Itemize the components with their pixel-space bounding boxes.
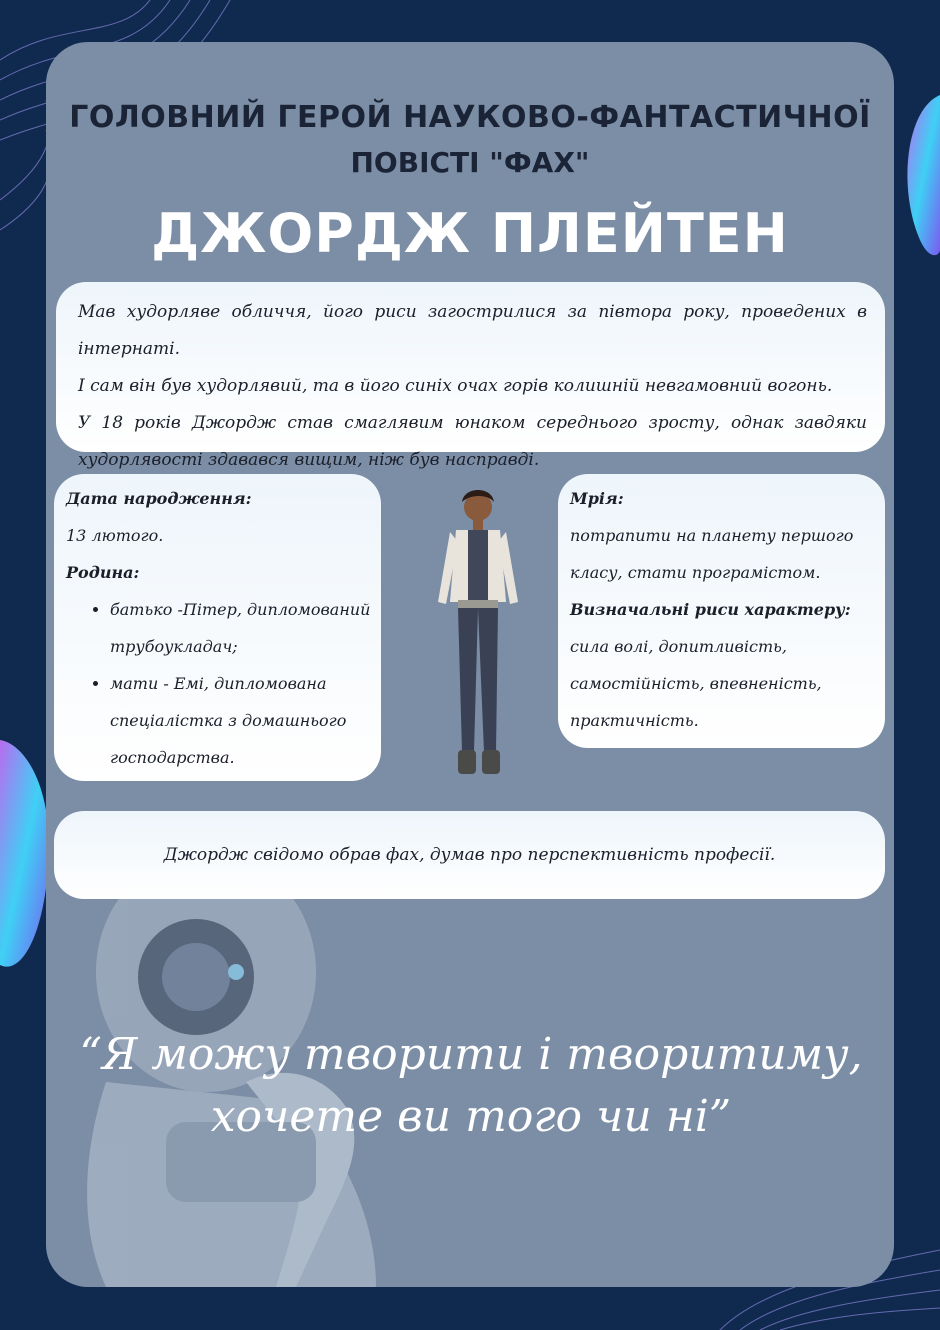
description-line2: І сам він був худорлявий, та в його синіх очах горів колишній невгамовний вогонь.	[78, 376, 833, 396]
dream-label: Мрія:	[570, 489, 624, 508]
description-line1: Мав худорляве обличчя, його риси загострилися за півтора року, проведених в інтернаті.	[78, 302, 867, 359]
description-box	[56, 282, 885, 470]
traits-label: Визначальні риси характеру:	[570, 600, 851, 619]
family-item: • батько -Пітер, дипломований трубоукладач;	[110, 591, 375, 665]
hero-quote: “Я можу творити і творитиму, хочете ви того чи ні”	[79, 1029, 863, 1142]
profession-note: Джордж свідомо обрав фах, думав про перспективність професії.	[54, 811, 885, 899]
content-card	[46, 42, 894, 1287]
birth-label: Дата народження:	[66, 489, 252, 508]
description-line3: У 18 років Джордж став смаглявим юнаком середнього зросту, однак завдяки худорлявості здавався вищим, ніж був насправді.	[78, 413, 867, 470]
family-list	[66, 591, 375, 776]
dream-traits-box	[558, 474, 885, 748]
page-title: ДЖОРДЖ ПЛЕЙТЕН	[151, 202, 789, 265]
birth-value: 13 лютого.	[66, 526, 164, 545]
hero-illustration	[428, 482, 528, 782]
subtitle-line2: ПОВІСТІ "ФАХ"	[350, 146, 590, 179]
family-item: • мати - Емі, дипломована спеціалістка з домашнього господарства.	[110, 665, 375, 776]
blob-right	[907, 95, 940, 255]
traits-value: сила волі, допитливість, самостійність, впевненість, практичність.	[570, 637, 822, 730]
subtitle-line1: ГОЛОВНИЙ ГЕРОЙ НАУКОВО-ФАНТАСТИЧНОЇ	[69, 100, 871, 135]
blob-left	[0, 740, 49, 967]
dream-value: потрапити на планету першого класу, стати програмістом.	[570, 526, 854, 582]
birth-family-box	[54, 474, 381, 781]
family-label: Родина:	[66, 563, 140, 582]
